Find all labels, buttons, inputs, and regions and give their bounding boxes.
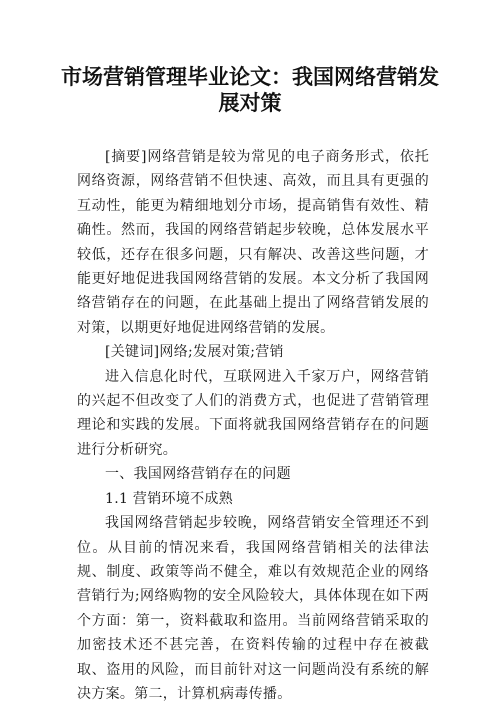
intro-paragraph: 进入信息化时代，互联网进入千家万户，网络营销的兴起不但改变了人们的消费方式，也促进了营销管理理论和实践的发展。下面将就我国网络营销存在的问题进行分析研究。 xyxy=(77,368,429,458)
body-paragraph: 我国网络营销起步较晚，网络营销安全管理还不到位。从目前的情况来看，我国网络营销相关的法律法规、制度、政策等尚不健全，难以有效规范企业的网络营销行为;网络购物的安全风险较大，具体体现在如下两个方面：第一，资料截取和盗用。当前网络营销采取的加密技术还不甚完善，在资料传输的过程中存在被截取、盗用的风险，而目前针对这一问题尚没有系统的解决方案。第二，计算机病毒传播。 xyxy=(77,515,429,702)
subsection-heading: 1.1 营销环境不成熟 xyxy=(105,490,234,507)
abstract-paragraph: [摘要]网络营销是较为常见的电子商务形式，依托网络资源，网络营销不但快速、高效，而且具有更强的互动性，能更为精细地划分市场，提高销售有效性、精确性。然而，我国的网络营销起步较晚，总体发展水平较低，还存在很多问题，只有解决、改善这些问题，才能更好地促进我国网络营销的发展。本文分析了我国网络营销存在的问题，在此基础上提出了网络营销发展的对策，以期更好地促进网络营销的发展。 xyxy=(77,149,429,336)
section-heading: 一、我国网络营销存在的问题 xyxy=(105,466,291,483)
keywords-paragraph: [关键词]网络;发展对策;营销 xyxy=(105,344,284,361)
document-body xyxy=(77,145,429,706)
document-title: 市场营销管理毕业论文：我国网络营销发展对策 xyxy=(61,65,439,115)
